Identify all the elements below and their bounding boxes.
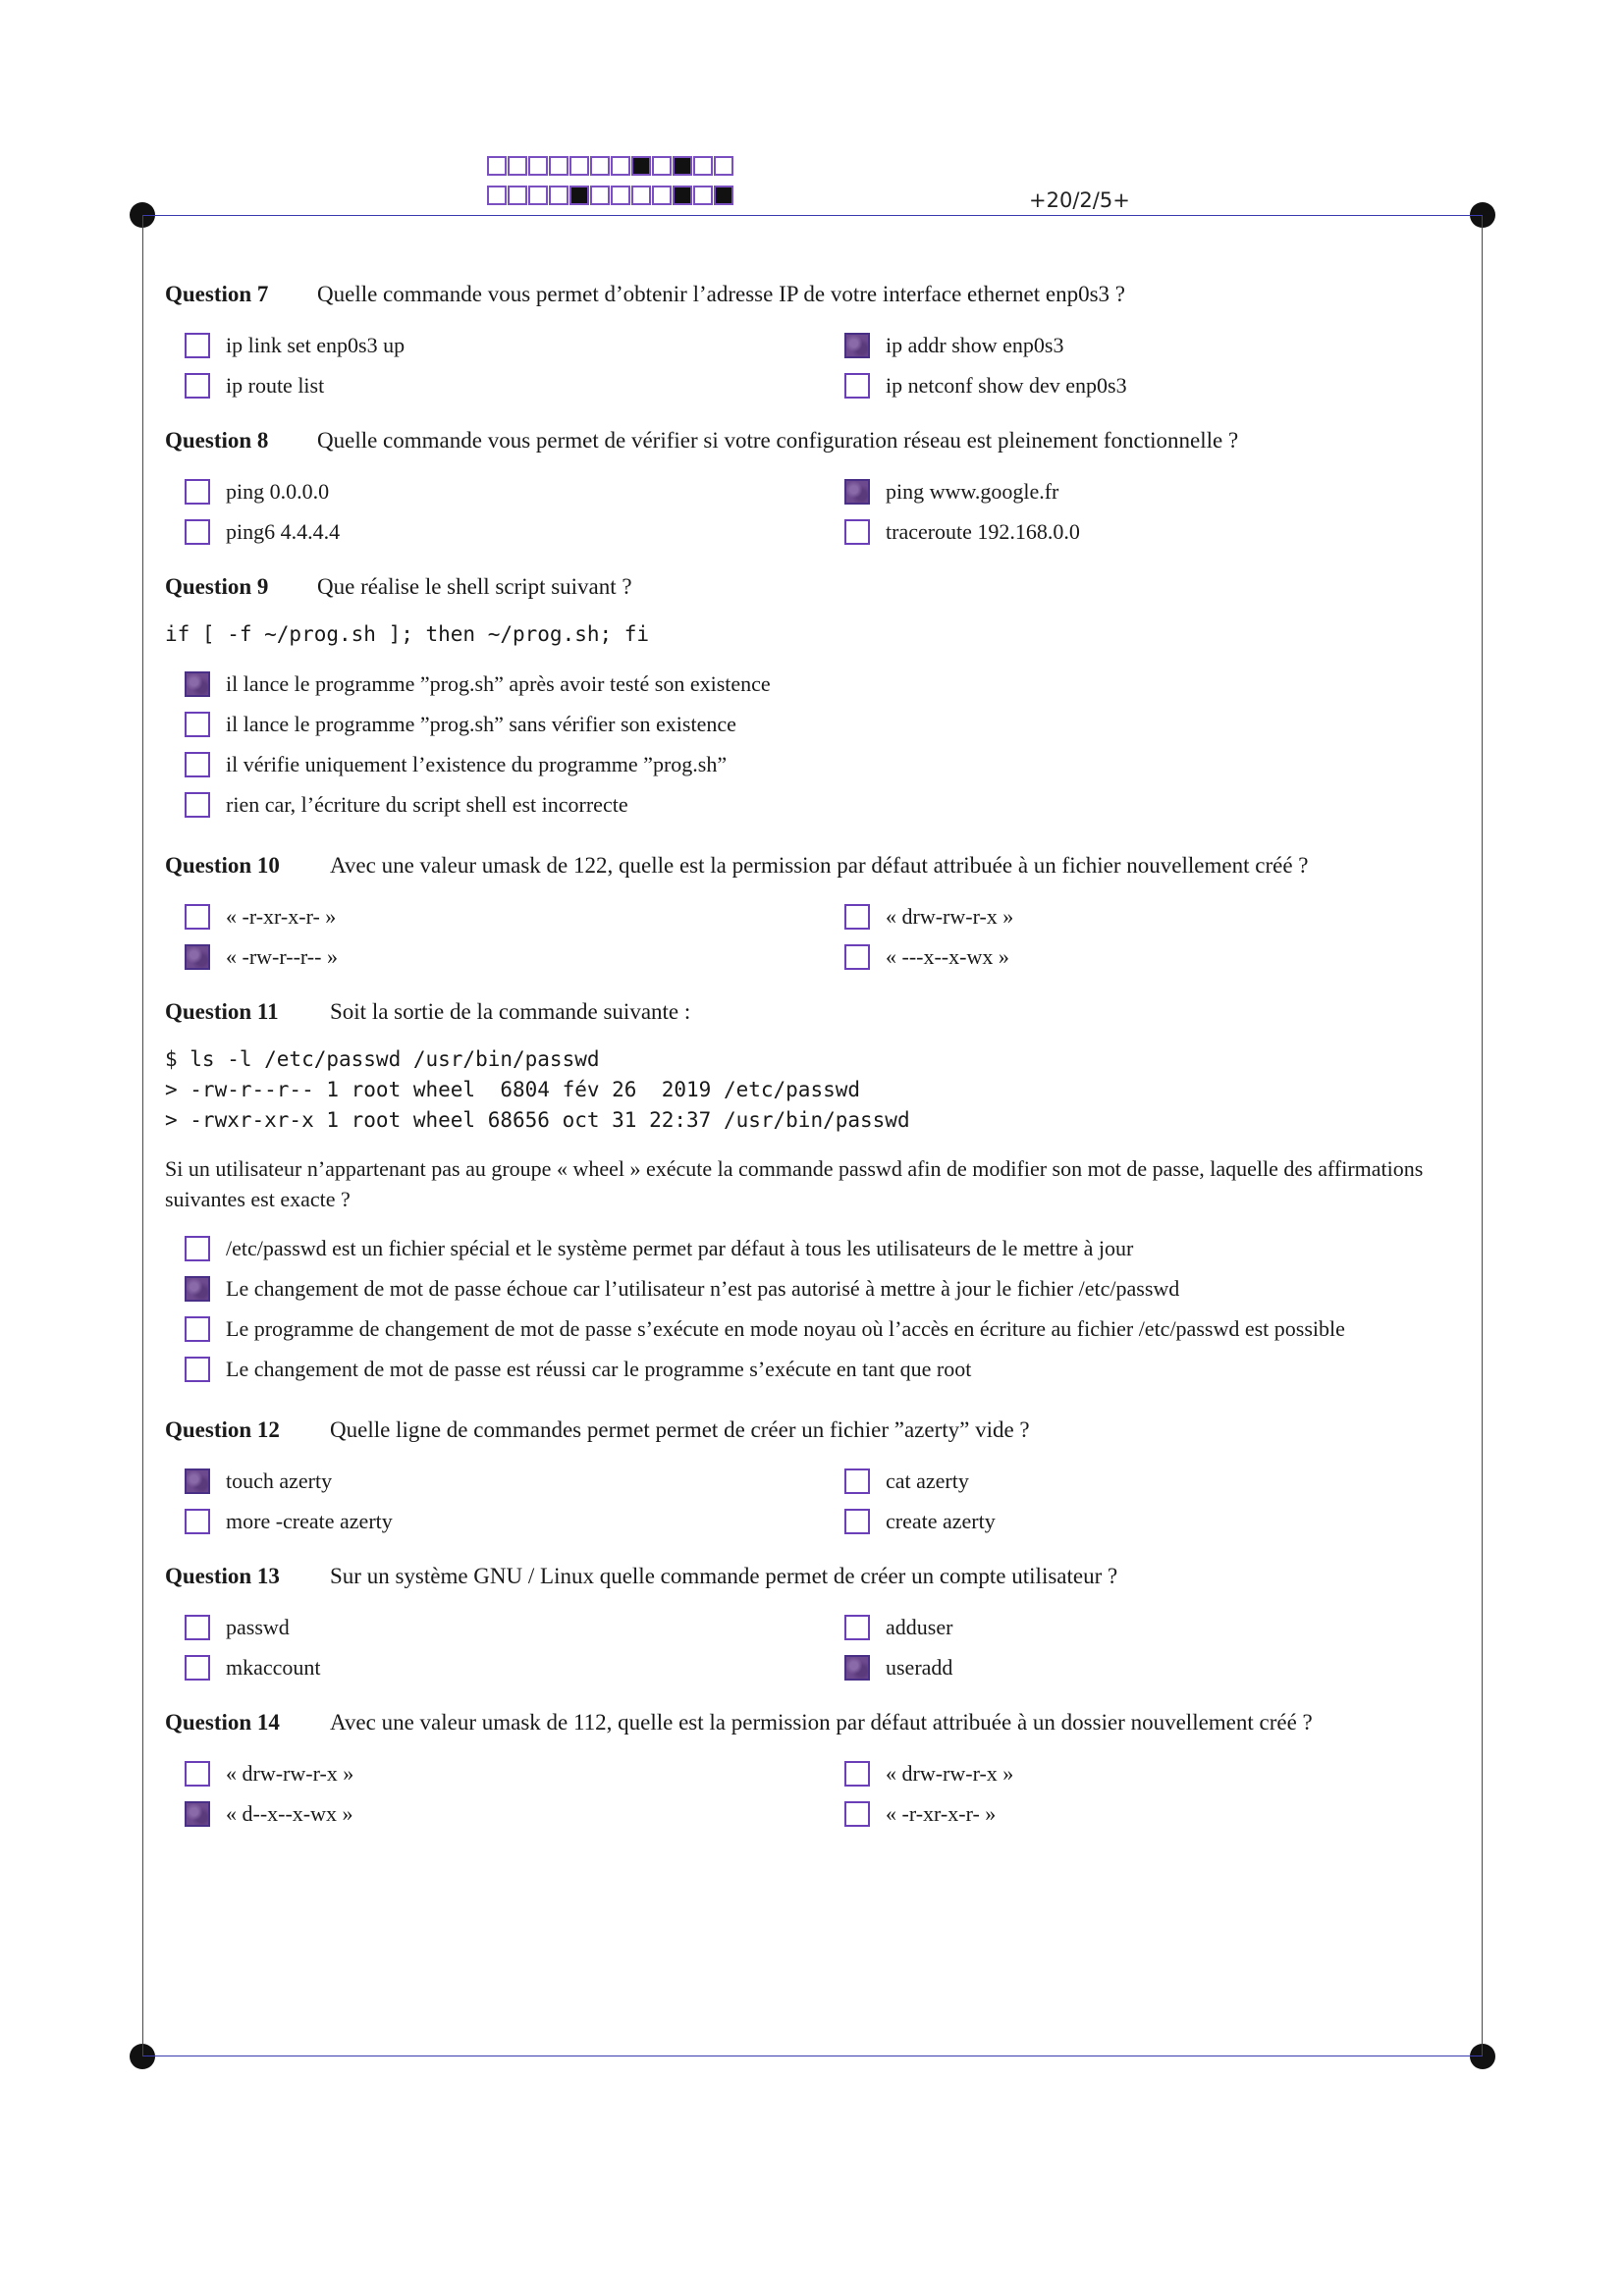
options-grid <box>185 477 1471 547</box>
barcode-bit-empty <box>549 156 568 176</box>
option-label: ping6 4.4.4.4 <box>226 519 341 544</box>
question-label: Question 11 <box>165 999 279 1024</box>
option-label: ip route list <box>226 373 325 398</box>
option <box>185 1467 844 1496</box>
option-label: « -rw-r--r-- » <box>226 944 338 969</box>
barcode-row <box>487 186 733 205</box>
option <box>185 669 1451 699</box>
checkbox[interactable] <box>844 1509 870 1534</box>
option <box>844 942 1434 972</box>
option-label: cat azerty <box>886 1468 969 1493</box>
question-label: Question 13 <box>165 1564 280 1588</box>
option-label: Le changement de mot de passe est réussi car le programme s’exécute en tant que root <box>226 1357 972 1381</box>
barcode-bit-filled <box>673 186 692 205</box>
option-label: il lance le programme ”prog.sh” sans vérifier son existence <box>226 712 736 736</box>
checkbox[interactable] <box>185 1761 210 1787</box>
option <box>844 1613 1434 1642</box>
checkbox[interactable] <box>844 1761 870 1787</box>
option-label: il lance le programme ”prog.sh” après avoir testé son existence <box>226 671 771 696</box>
option-label: « -r-xr-x-r- » <box>226 904 337 929</box>
option <box>844 477 1434 507</box>
option <box>185 371 844 400</box>
option <box>185 331 844 360</box>
checkbox[interactable] <box>185 1615 210 1640</box>
checkbox[interactable] <box>185 1357 210 1382</box>
option <box>185 750 1451 779</box>
question-label: Question 7 <box>165 282 269 306</box>
checkbox[interactable] <box>185 792 210 818</box>
option <box>844 331 1434 360</box>
question-text: Quelle commande vous permet d’obtenir l’adresse IP de votre interface ethernet enp0s3 ? <box>317 282 1125 306</box>
option <box>185 1507 844 1536</box>
question-text: Soit la sortie de la commande suivante : <box>330 999 691 1024</box>
option <box>844 1467 1434 1496</box>
question-13 <box>165 1562 1471 1682</box>
option <box>185 1613 844 1642</box>
option-label: « ---x--x-wx » <box>886 944 1009 969</box>
option <box>185 902 844 932</box>
question-label: Question 12 <box>165 1417 280 1442</box>
question-8 <box>165 426 1471 547</box>
barcode-bit-empty <box>508 186 527 205</box>
option-label: useradd <box>886 1655 953 1680</box>
barcode-row <box>487 156 733 176</box>
checkbox[interactable] <box>185 752 210 777</box>
option <box>185 1799 844 1829</box>
barcode-bit-filled <box>714 186 733 205</box>
option-label: rien car, l’écriture du script shell est incorrecte <box>226 792 628 817</box>
code-snippet: if [ -f ~/prog.sh ]; then ~/prog.sh; fi <box>165 622 650 646</box>
options-list <box>185 1234 1471 1384</box>
barcode-bit-empty <box>611 186 630 205</box>
options-grid <box>185 1613 1471 1682</box>
option-label: ip netconf show dev enp0s3 <box>886 373 1127 398</box>
option <box>844 902 1434 932</box>
page-id: +20/2/5+ <box>1029 188 1130 212</box>
checkbox[interactable] <box>185 479 210 505</box>
option-label: « drw-rw-r-x » <box>886 1761 1014 1786</box>
option-label: ip link set enp0s3 up <box>226 333 406 357</box>
option-label: « drw-rw-r-x » <box>886 904 1014 929</box>
option <box>185 1234 1451 1263</box>
checkbox[interactable] <box>185 519 210 545</box>
option-label: « drw-rw-r-x » <box>226 1761 354 1786</box>
checkbox-checked[interactable] <box>185 671 210 697</box>
checkbox[interactable] <box>844 1468 870 1494</box>
checkbox-checked[interactable] <box>844 333 870 358</box>
question-text: Avec une valeur umask de 122, quelle est la permission par défaut attribuée à un fichier nouvellement créé ? <box>330 853 1309 878</box>
question-text: Que réalise le shell script suivant ? <box>317 574 632 599</box>
option <box>844 371 1434 400</box>
barcode-bit-empty <box>631 186 651 205</box>
question-label: Question 8 <box>165 428 269 453</box>
question-text: Quelle commande vous permet de vérifier si votre configuration réseau est pleinement fonctionnelle ? <box>317 428 1239 453</box>
option-label: ping www.google.fr <box>886 479 1059 504</box>
checkbox[interactable] <box>185 1316 210 1342</box>
option-label: Le programme de changement de mot de passe s’exécute en mode noyau où l’accès en écriture au fichier /etc/passwd est possible <box>226 1316 1345 1341</box>
barcode-bit-empty <box>487 156 507 176</box>
question-9 <box>165 572 1471 820</box>
question-14 <box>165 1708 1471 1829</box>
option <box>185 1274 1451 1304</box>
barcode-bit-empty <box>508 156 527 176</box>
barcode-bit-empty <box>714 156 733 176</box>
checkbox[interactable] <box>185 373 210 399</box>
option-label: ping 0.0.0.0 <box>226 479 330 504</box>
barcode-bit-empty <box>590 156 610 176</box>
option-label: ip addr show enp0s3 <box>886 333 1064 357</box>
option-label: Le changement de mot de passe échoue car l’utilisateur n’est pas autorisé à mettre à jour le fichier /etc/passwd <box>226 1276 1180 1301</box>
exam-content <box>165 280 1471 1829</box>
question-paragraph: Si un utilisateur n’appartenant pas au groupe « wheel » exécute la commande passwd afin de modifier son mot de passe, laquelle des affirmations suivantes est exacte ? <box>165 1156 1424 1211</box>
barcode-bit-empty <box>652 156 672 176</box>
options-grid <box>185 902 1471 972</box>
barcode-bit-empty <box>590 186 610 205</box>
question-label: Question 14 <box>165 1710 280 1735</box>
checkbox-checked[interactable] <box>185 944 210 970</box>
checkbox[interactable] <box>844 519 870 545</box>
question-text: Sur un système GNU / Linux quelle commande permet de créer un compte utilisateur ? <box>330 1564 1118 1588</box>
checkbox[interactable] <box>185 904 210 930</box>
checkbox[interactable] <box>844 1801 870 1827</box>
option-label: « -r-xr-x-r- » <box>886 1801 997 1826</box>
checkbox[interactable] <box>185 333 210 358</box>
question-text: Avec une valeur umask de 112, quelle est la permission par défaut attribuée à un dossier nouvellement créé ? <box>330 1710 1313 1735</box>
option <box>185 710 1451 739</box>
option-label: mkaccount <box>226 1655 321 1680</box>
checkbox[interactable] <box>844 944 870 970</box>
options-grid <box>185 1759 1471 1829</box>
option-label: traceroute 192.168.0.0 <box>886 519 1080 544</box>
option <box>185 517 844 547</box>
option-label: adduser <box>886 1615 953 1639</box>
question-text: Quelle ligne de commandes permet permet de créer un fichier ”azerty” vide ? <box>330 1417 1030 1442</box>
checkbox-checked[interactable] <box>185 1468 210 1494</box>
barcode-bit-empty <box>528 186 548 205</box>
question-10 <box>165 851 1471 972</box>
option <box>185 1759 844 1789</box>
option <box>185 1314 1451 1344</box>
option <box>844 1799 1434 1829</box>
question-12 <box>165 1415 1471 1536</box>
option-label: passwd <box>226 1615 290 1639</box>
barcode-bit-empty <box>549 186 568 205</box>
barcode-bit-empty <box>569 156 589 176</box>
option-label: touch azerty <box>226 1468 333 1493</box>
option-label: il vérifie uniquement l’existence du programme ”prog.sh” <box>226 752 728 776</box>
option-label: « d--x--x-wx » <box>226 1801 353 1826</box>
options-grid <box>185 331 1471 400</box>
checkbox-checked[interactable] <box>185 1276 210 1302</box>
code-snippet: $ ls -l /etc/passwd /usr/bin/passwd > -rw-r--r-- 1 root wheel 6804 fév 26 2019 /etc/passwd > -rwxr-xr-x 1 root wheel 68656 oct 31 22:37 /usr/bin/passwd <box>165 1047 910 1132</box>
question-7 <box>165 280 1471 400</box>
barcode-bit-empty <box>693 186 713 205</box>
checkbox[interactable] <box>844 904 870 930</box>
checkbox-checked[interactable] <box>844 1655 870 1681</box>
barcode-bit-empty <box>487 186 507 205</box>
barcode-bit-filled <box>569 186 589 205</box>
option <box>844 1653 1434 1682</box>
option <box>185 1355 1451 1384</box>
barcode-bit-empty <box>693 156 713 176</box>
barcode-bit-empty <box>611 156 630 176</box>
option <box>844 1759 1434 1789</box>
checkbox[interactable] <box>185 1655 210 1681</box>
checkbox-checked[interactable] <box>844 479 870 505</box>
barcode-bit-filled <box>631 156 651 176</box>
options-grid <box>185 1467 1471 1536</box>
option-label: /etc/passwd est un fichier spécial et le système permet par défaut à tous les utilisateurs de le mettre à jour <box>226 1236 1134 1260</box>
checkbox-checked[interactable] <box>185 1801 210 1827</box>
option <box>185 1653 844 1682</box>
question-11 <box>165 997 1471 1384</box>
checkbox[interactable] <box>185 1236 210 1261</box>
checkbox[interactable] <box>844 1615 870 1640</box>
checkbox[interactable] <box>185 1509 210 1534</box>
question-label: Question 10 <box>165 853 280 878</box>
option <box>844 1507 1434 1536</box>
option <box>185 477 844 507</box>
checkbox[interactable] <box>185 712 210 737</box>
barcode-bit-filled <box>673 156 692 176</box>
checkbox[interactable] <box>844 373 870 399</box>
option <box>185 790 1451 820</box>
barcode-bit-empty <box>652 186 672 205</box>
barcode-bit-empty <box>528 156 548 176</box>
option-label: create azerty <box>886 1509 996 1533</box>
question-label: Question 9 <box>165 574 269 599</box>
options-list <box>185 669 1471 820</box>
option <box>185 942 844 972</box>
option <box>844 517 1434 547</box>
option-label: more -create azerty <box>226 1509 393 1533</box>
